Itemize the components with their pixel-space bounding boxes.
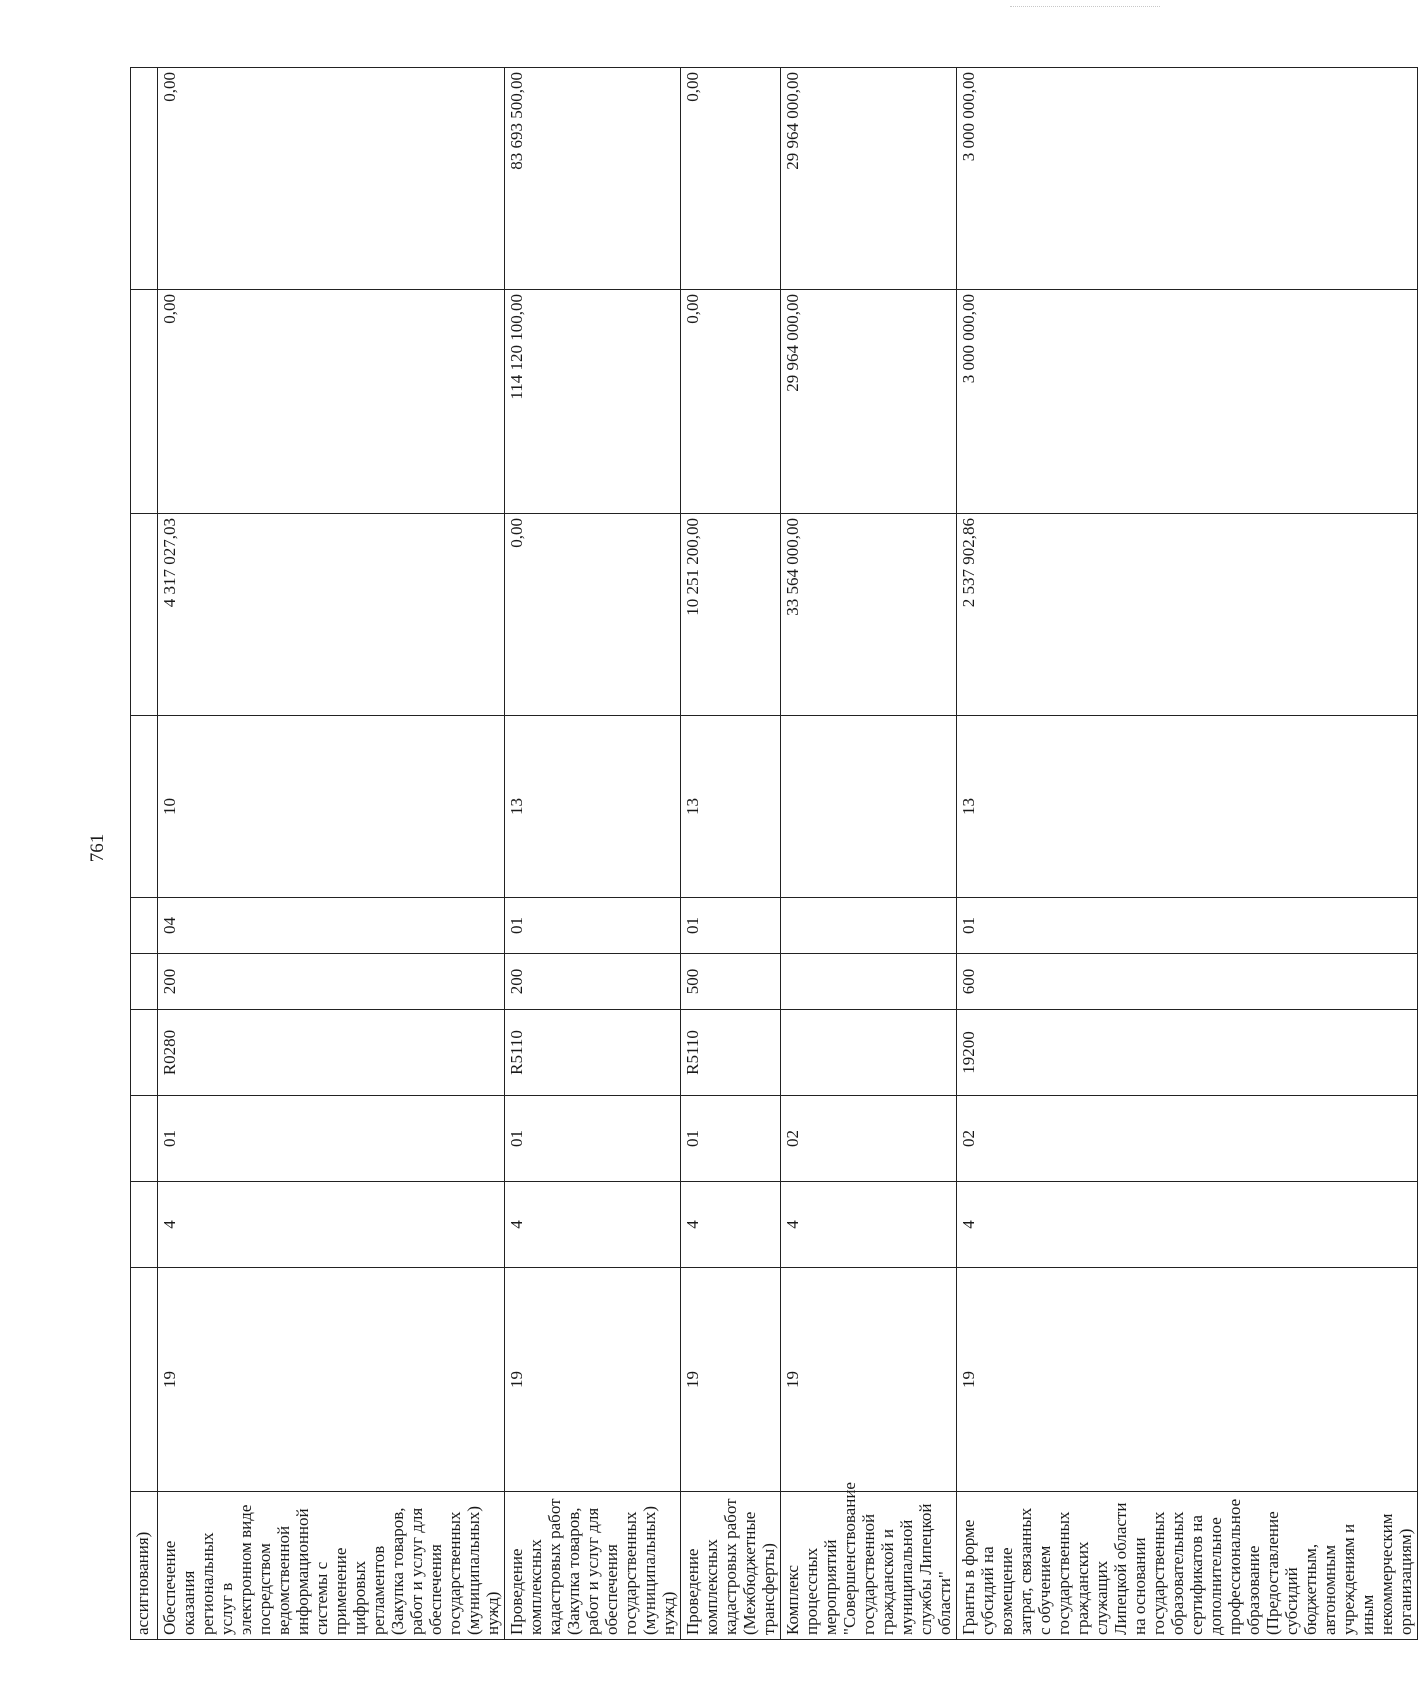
amount-year-2-cell: 3 000 000,00	[957, 290, 1418, 514]
table-row	[505, 68, 681, 1640]
code-cell-1	[131, 1268, 158, 1492]
amount-year-2-cell	[131, 290, 158, 514]
code-cell-1: 19	[781, 1268, 957, 1492]
section-cell: 04	[158, 898, 505, 954]
code-cell-4: R5110	[681, 1010, 781, 1096]
section-cell	[131, 898, 158, 954]
amount-year-1-cell	[131, 514, 158, 716]
code-cell-4	[781, 1010, 957, 1096]
subsection-cell: 13	[505, 716, 681, 898]
amount-year-3-cell: 0,00	[681, 68, 781, 290]
amount-year-1-cell: 33 564 000,00	[781, 514, 957, 716]
amount-year-1-cell: 10 251 200,00	[681, 514, 781, 716]
code-cell-2: 4	[158, 1182, 505, 1268]
code-cell-4: 19200	[957, 1010, 1418, 1096]
subsection-cell: 10	[158, 716, 505, 898]
code-cell-3: 02	[781, 1096, 957, 1182]
expense-type-cell: 600	[957, 954, 1418, 1010]
code-cell-1: 19	[158, 1268, 505, 1492]
table-row	[681, 68, 781, 1640]
expense-type-cell: 200	[158, 954, 505, 1010]
amount-year-3-cell: 83 693 500,00	[505, 68, 681, 290]
amount-year-1-cell: 4 317 027,03	[158, 514, 505, 716]
table-body	[131, 68, 1418, 1640]
amount-year-3-cell: 3 000 000,00	[957, 68, 1418, 290]
table-row	[131, 68, 158, 1640]
subsection-cell: 13	[957, 716, 1418, 898]
subsection-cell	[781, 716, 957, 898]
rotated-table-wrapper	[130, 68, 1415, 1640]
scan-artifact	[1010, 6, 1160, 8]
code-cell-2: 4	[505, 1182, 681, 1268]
expense-type-cell	[131, 954, 158, 1010]
code-cell-3: 02	[957, 1096, 1418, 1182]
program-name-cell: ассигнования)	[131, 1492, 158, 1640]
subsection-cell	[131, 716, 158, 898]
budget-table	[130, 67, 1418, 1640]
page-number: 761	[87, 833, 108, 863]
program-name-cell: Гранты в форме субсидий на возмещение затрат, связанных с обучением государственных гражданских служащих Липецкой области на основании государственных образовательных сертификатов на дополнительное профессиональное образование (Предоставление субсидий бюджетным, автономным учреждениям и иным некоммерческим организациям)	[957, 1492, 1418, 1640]
section-cell: 01	[681, 898, 781, 954]
table-row	[781, 68, 957, 1640]
amount-year-3-cell: 0,00	[158, 68, 505, 290]
expense-type-cell	[781, 954, 957, 1010]
code-cell-1: 19	[505, 1268, 681, 1492]
code-cell-2	[131, 1182, 158, 1268]
expense-type-cell: 200	[505, 954, 681, 1010]
code-cell-4: R5110	[505, 1010, 681, 1096]
amount-year-3-cell	[131, 68, 158, 290]
code-cell-2: 4	[681, 1182, 781, 1268]
section-cell	[781, 898, 957, 954]
amount-year-2-cell: 29 964 000,00	[781, 290, 957, 514]
code-cell-4	[131, 1010, 158, 1096]
amount-year-2-cell: 0,00	[681, 290, 781, 514]
subsection-cell: 13	[681, 716, 781, 898]
amount-year-3-cell: 29 964 000,00	[781, 68, 957, 290]
amount-year-1-cell: 0,00	[505, 514, 681, 716]
code-cell-4: R0280	[158, 1010, 505, 1096]
section-cell: 01	[505, 898, 681, 954]
code-cell-1: 19	[957, 1268, 1418, 1492]
code-cell-3: 01	[505, 1096, 681, 1182]
code-cell-3: 01	[158, 1096, 505, 1182]
code-cell-3: 01	[681, 1096, 781, 1182]
program-name-cell: Проведение комплексных кадастровых работ (Закупка товаров, работ и услуг для обеспечения государственных (муниципальных) нужд)	[505, 1492, 681, 1640]
code-cell-3	[131, 1096, 158, 1182]
table-row	[957, 68, 1418, 1640]
program-name-cell: Проведение комплексных кадастровых работ (Межбюджетные трансферты)	[681, 1492, 781, 1640]
amount-year-2-cell: 0,00	[158, 290, 505, 514]
program-name-cell: Обеспечение оказания региональных услуг в электронном виде посредством ведомственной информационной системы с применение цифровых регламентов (Закупка товаров, работ и услуг для обеспечения государственных (муниципальных) нужд)	[158, 1492, 505, 1640]
section-cell: 01	[957, 898, 1418, 954]
code-cell-2: 4	[781, 1182, 957, 1268]
amount-year-1-cell: 2 537 902,86	[957, 514, 1418, 716]
amount-year-2-cell: 114 120 100,00	[505, 290, 681, 514]
program-name-cell: Комплекс процессных мероприятий "Совершенствование государственной гражданской и муниципальной службы Липецкой области"	[781, 1492, 957, 1640]
code-cell-2: 4	[957, 1182, 1418, 1268]
table-row	[158, 68, 505, 1640]
expense-type-cell: 500	[681, 954, 781, 1010]
code-cell-1: 19	[681, 1268, 781, 1492]
